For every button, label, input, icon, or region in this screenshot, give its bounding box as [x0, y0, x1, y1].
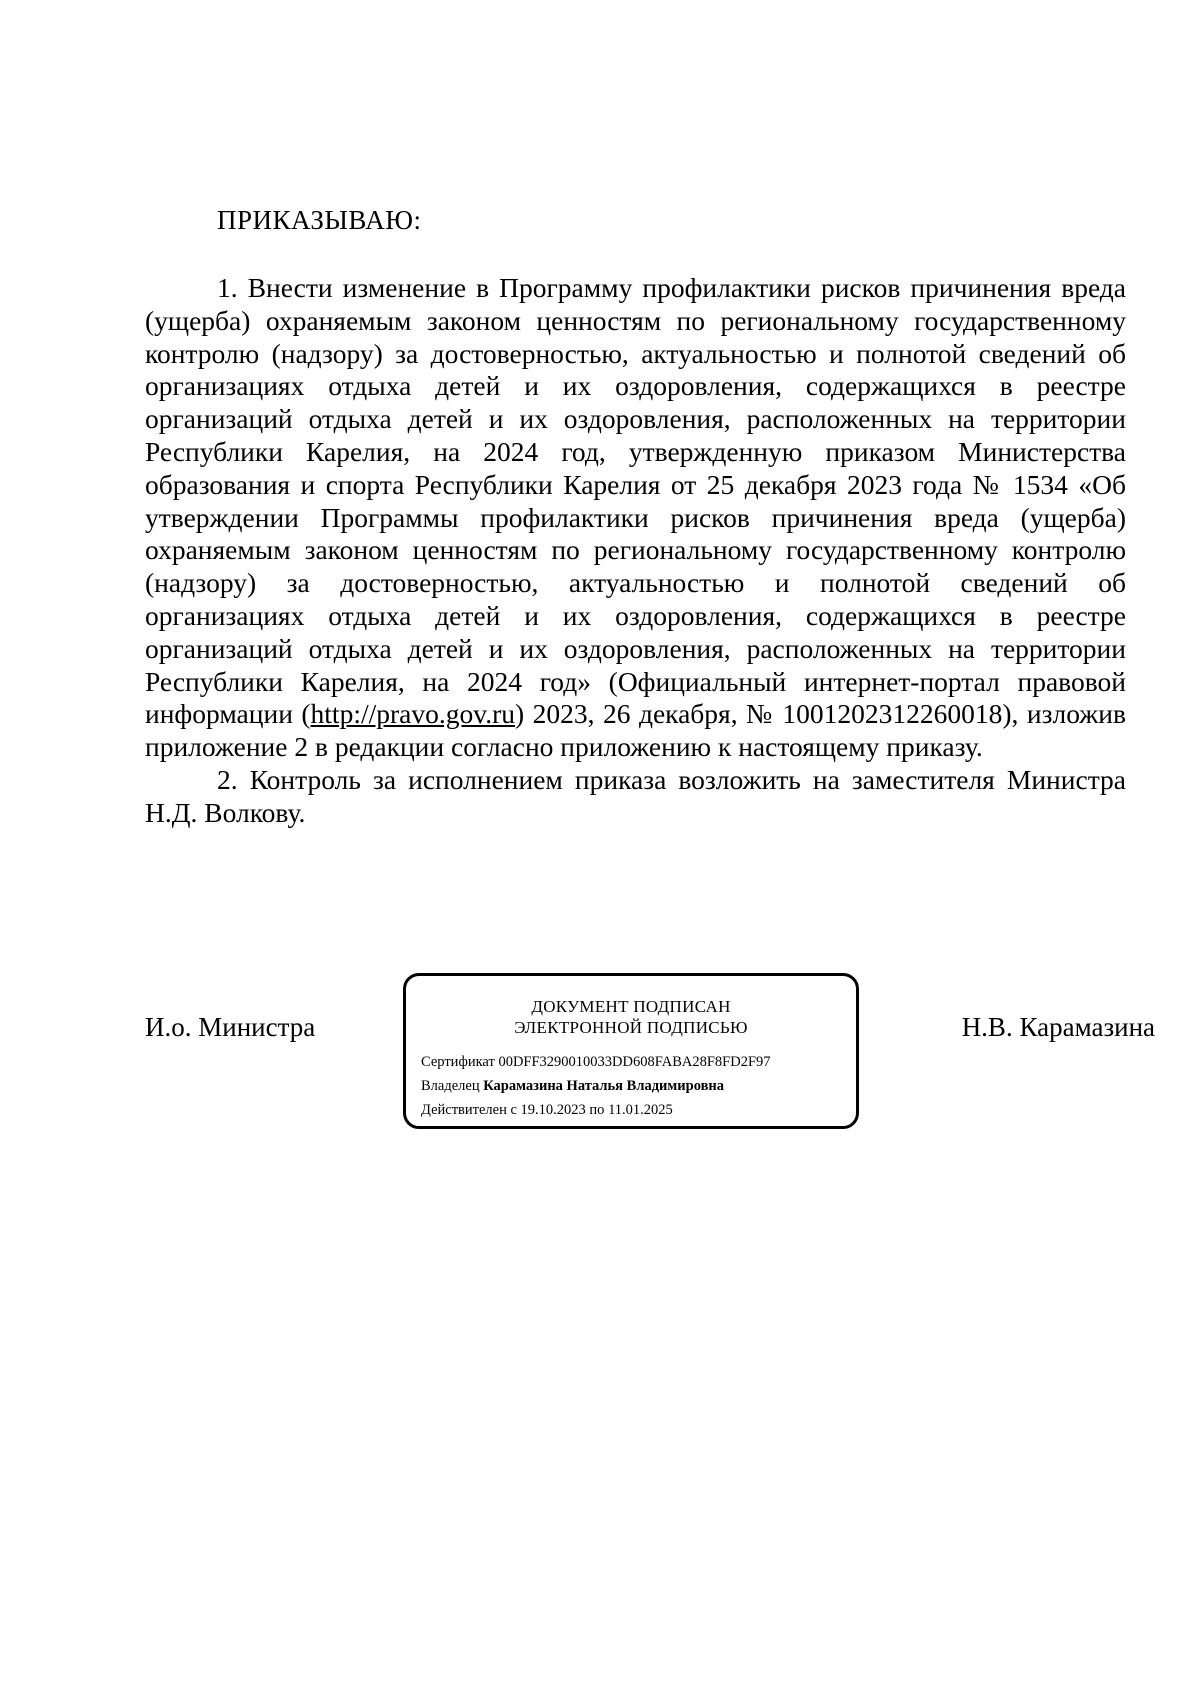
paragraph-1-text-end: ) 2023, 26 декабря, № 1001202312260018), изложив приложение 2 в редакции согласно приложению к настоящему приказу.: [145, 698, 1126, 763]
electronic-signature-stamp: [403, 973, 859, 1129]
signatory-position: И.о. Министра: [145, 1012, 316, 1042]
stamp-details: [406, 1050, 856, 1122]
order-heading: ПРИКАЗЫВАЮ:: [217, 205, 422, 235]
stamp-header-line1: ДОКУМЕНТ ПОДПИСАН: [531, 997, 731, 1016]
owner-value: Карамазина Наталья Владимировна: [483, 1078, 725, 1094]
certificate-label: Сертификат: [421, 1054, 495, 1070]
paragraph-2: [145, 764, 1126, 830]
certificate-value: 00DFF3290010033DD608FABA28F8FD2F97: [498, 1054, 771, 1070]
paragraph-2-text: Контроль за исполнением приказа возложить на заместителя Министра Н.Д. Волкову.: [145, 763, 1127, 828]
signatory-name: Н.В. Карамазина: [961, 1012, 1155, 1042]
valid-to-label: по: [589, 1102, 605, 1118]
stamp-header: [406, 996, 856, 1038]
valid-from-date: 19.10.2023: [520, 1102, 586, 1118]
paragraph-1-number: 1.: [217, 272, 238, 303]
document-body: [145, 272, 1126, 830]
stamp-owner-row: [421, 1074, 856, 1098]
stamp-certificate-row: [421, 1050, 856, 1074]
valid-to-date: 11.01.2025: [608, 1102, 673, 1118]
pravo-portal-link[interactable]: http://pravo.gov.ru: [310, 698, 515, 730]
paragraph-1: [145, 272, 1126, 764]
stamp-validity-row: [421, 1098, 856, 1122]
valid-label: Действителен: [421, 1102, 507, 1118]
paragraph-2-number: 2.: [217, 763, 238, 795]
stamp-header-line2: ЭЛЕКТРОННОЙ ПОДПИСЬЮ: [514, 1018, 748, 1037]
valid-from-label: с: [510, 1102, 517, 1118]
owner-label: Владелец: [421, 1078, 480, 1094]
paragraph-1-text: Внести изменение в Программу профилактики рисков причинения вреда (ущерба) охраняемым законом ценностям по региональному государственному контролю (надзору) за достоверностью, актуальностью и полнотой сведений об организациях отдыха детей и их оздоровления, содержащихся в реестре организаций отдыха детей и их оздоровления, расположенных на территории Республики Карелия, на 2024 год, утвержденную приказом Министерства образования и спорта Республики Карелия от 25 декабря 2023 года № 1534 «Об утверждении Программы профилактики рисков причинения вреда (ущерба) охраняемым законом ценностям по региональному государственному контролю (надзору) за достоверностью, актуальностью и полнотой сведений об организациях отдыха детей и их оздоровления, содержащихся в реестре организаций отдыха детей и их оздоровления, расположенных на территории Республики Карелия, на 2024 год» (Официальный интернет-портал правовой информации (: [145, 272, 1126, 730]
